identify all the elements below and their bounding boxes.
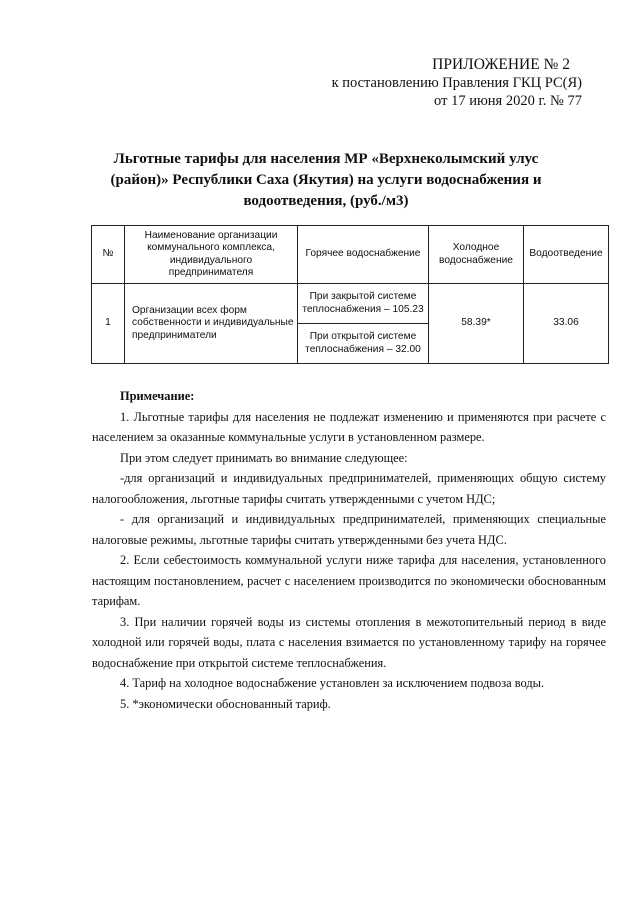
header-sewerage: Водоотведение [524,226,609,284]
tariff-table [91,225,609,364]
notes-section [92,386,606,714]
appendix-date: от 17 июня 2020 г. № 77 [434,93,582,109]
header-num: № [92,226,125,284]
note-paragraph-6: 3. При наличии горячей воды из системы отопления в межотопительный период в виде холодной или горячей воды, плата с населения взимается по установленному тарифу на горячее водоснабжение при открытой системе теплоснабжения. [92,614,606,670]
header-hot-water: Горячее водоснабжение [298,226,429,284]
row-org: Организации всех форм собственности и индивидуальные предприниматели [125,284,298,364]
note-paragraph-2: При этом следует принимать во внимание следующее: [120,450,408,465]
appendix-number: ПРИЛОЖЕНИЕ № 2 [432,56,570,73]
header-cold-water: Холодное водоснабжение [429,226,524,284]
note-paragraph-1: 1. Льготные тарифы для населения не подлежат изменению и применяются при расчете с населением за оказанные коммунальные услуги в установленном размере. [92,409,606,444]
table-row [92,284,609,324]
note-paragraph-7: 4. Тариф на холодное водоснабжение установлен за исключением подвоза воды. [120,676,545,690]
row-num: 1 [92,284,125,364]
note-paragraph-3: -для организаций и индивидуальных предпринимателей, применяющих общую систему налогообложения, льготные тарифы считать утвержденными с учетом НДС; [92,471,606,506]
row-cold-water: 58.39* [429,284,524,364]
note-paragraph-8: 5. *экономически обоснованный тариф. [120,696,331,711]
row-hot-open: При открытой системе теплоснабжения – 32.00 [298,324,429,364]
appendix-header [332,56,582,110]
notes-title: Примечание: [120,389,195,403]
header-org: Наименование организации коммунального комплекса, индивидуального предпринимателя [125,226,298,284]
table-header-row [92,226,609,284]
row-sewerage: 33.06 [524,284,609,364]
note-paragraph-5: 2. Если себестоимость коммунальной услуги ниже тарифа для населения, установленного настоящим постановлением, расчет с населением производится по экономически обоснованным тарифам. [92,553,606,608]
document-title: Льготные тарифы для населения МР «Верхнеколымский улус (район)» Республики Саха (Якутия) на услуги водоснабжения и водоотведения, (руб./м3) [110,151,542,209]
note-paragraph-4: - для организаций и индивидуальных предпринимателей, применяющих специальные налоговые режимы, льготные тарифы считать утвержденными без учета НДС. [92,512,606,547]
row-hot-closed: При закрытой системе теплоснабжения – 105.23 [298,284,429,324]
appendix-resolution: к постановлению Правления ГКЦ РС(Я) [331,75,582,91]
